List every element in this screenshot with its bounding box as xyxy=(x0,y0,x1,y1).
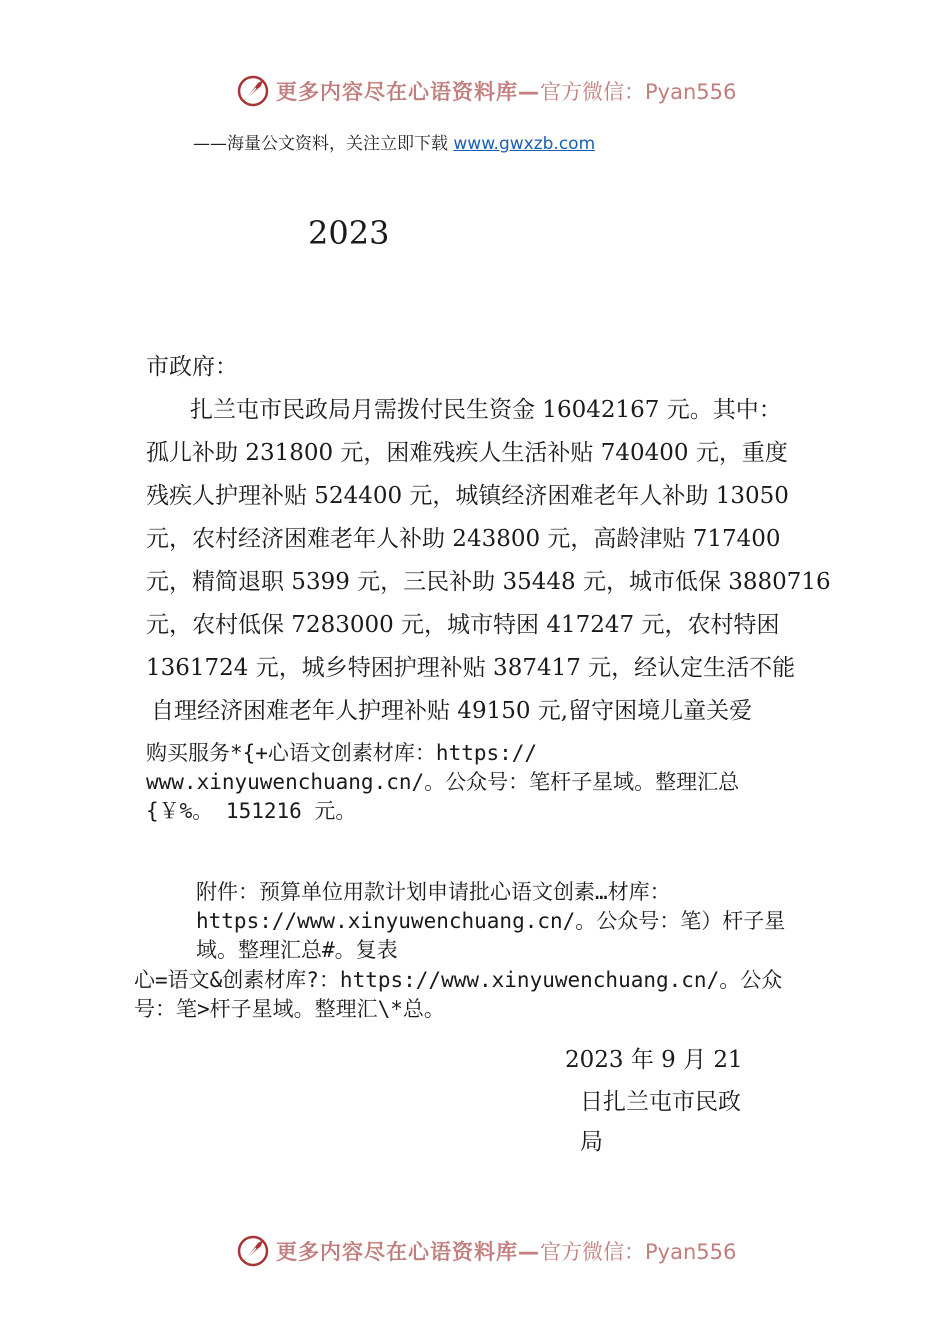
header-banner-text: 更多内容尽在心语资料库— xyxy=(276,80,540,104)
signature-date: 2023 年 9 月 21 xyxy=(565,1047,743,1073)
body-line: 残疾人护理补贴 524400 元，城镇经济困难老年人补助 13050 xyxy=(146,483,789,509)
body-mono-line: {￥%。 151216 元。 xyxy=(146,799,357,823)
body-mono-line: 购买服务*{+心语文创素材库：https:// xyxy=(146,741,538,765)
body-line: 孤儿补助 231800 元，困难残疾人生活补贴 740400 元，重度 xyxy=(146,440,788,466)
subheader xyxy=(193,129,595,154)
quill-logo-icon xyxy=(236,74,270,108)
signature-org-end: 局 xyxy=(580,1129,603,1155)
attachment-line: 域。整理汇总#。复表 xyxy=(196,938,398,962)
extra-line: 心=语文&创素材库?：https://www.xinyuwenchuang.cn/。公众 xyxy=(134,968,783,992)
document-year: 2023 xyxy=(308,214,390,252)
body-line: 元，农村低保 7283000 元，城市特困 417247 元，农村特困 xyxy=(146,612,780,638)
quill-logo-icon xyxy=(236,1234,270,1268)
body-line: 元，精简退职 5399 元，三民补助 35448 元，城市低保 3880716 xyxy=(146,569,831,595)
extra-line: 号：笔>杆子星域。整理汇\*总。 xyxy=(134,997,445,1021)
body-line: 元，农村经济困难老年人补助 243800 元，高龄津贴 717400 xyxy=(146,526,781,552)
footer-banner xyxy=(236,1234,736,1268)
header-banner xyxy=(236,74,736,108)
salutation: 市政府： xyxy=(146,354,238,380)
body-mono-line: www.xinyuwenchuang.cn/。公众号：笔杆子星域。整理汇总 xyxy=(146,770,740,794)
header-banner-wechat: 官方微信：Pyan556 xyxy=(540,80,737,104)
signature-org: 日扎兰屯市民政 xyxy=(580,1089,741,1115)
footer-banner-text: 更多内容尽在心语资料库— xyxy=(276,1240,540,1264)
footer-banner-wechat: 官方微信：Pyan556 xyxy=(540,1240,737,1264)
attachment-line: 附件：预算单位用款计划申请批心语文创素…材库： xyxy=(196,880,671,904)
subheader-text: ——海量公文资料，关注立即下载 xyxy=(193,134,454,154)
body-line: 扎兰屯市民政局月需拨付民生资金 16042167 元。其中： xyxy=(190,397,782,423)
body-line: 自理经济困难老年人护理补贴 49150 元,留守困境儿童关爱 xyxy=(151,698,753,724)
attachment-line: https://www.xinyuwenchuang.cn/。公众号：笔）杆子星 xyxy=(196,909,786,933)
subheader-link[interactable]: www.gwxzb.com xyxy=(453,134,596,154)
body-line: 1361724 元，城乡特困护理补贴 387417 元，经认定生活不能 xyxy=(146,655,796,681)
